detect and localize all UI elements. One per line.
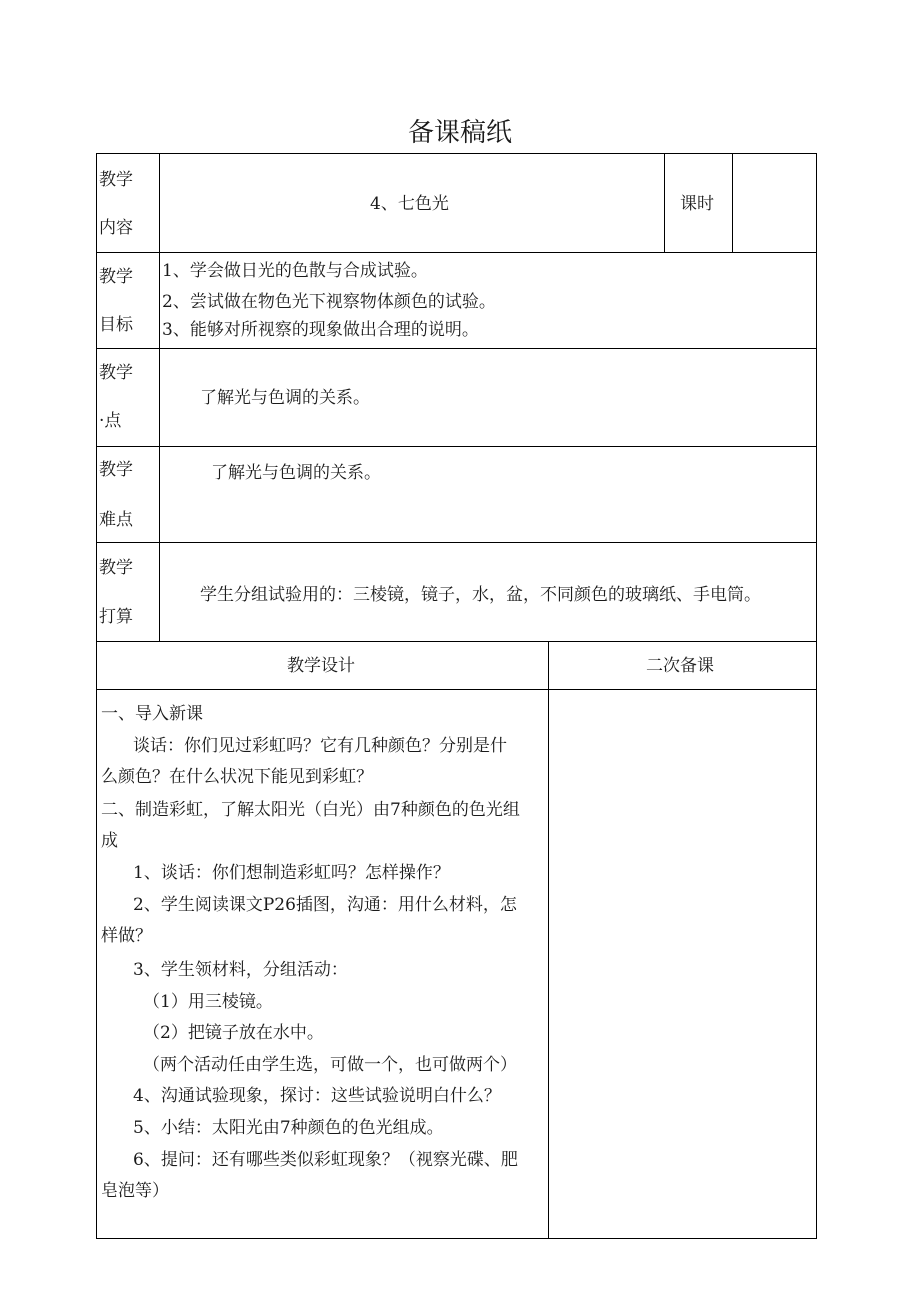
design-line: 成 <box>101 831 118 851</box>
design-line: （1）用三棱镜。 <box>143 992 273 1012</box>
label-column-divider <box>159 153 160 642</box>
table-border-top <box>96 153 817 154</box>
table-border-right <box>816 153 817 1239</box>
objective-item: 1、学会做日光的色散与合成试验。 <box>162 261 428 281</box>
content-label-line1: 教学 <box>99 170 133 190</box>
row-divider <box>96 542 817 543</box>
design-line: 5、小结：太阳光由7种颜色的色光组成。 <box>133 1118 444 1138</box>
period-label: 课时 <box>680 194 714 214</box>
row-divider <box>96 689 817 690</box>
design-line: 3、学生领材料，分组活动： <box>133 960 348 980</box>
design-line: 4、沟通试验现象，探讨：这些试验说明白什么？ <box>133 1086 501 1106</box>
page-title: 备课稿纸 <box>407 118 512 148</box>
table-border-left <box>96 153 97 1239</box>
design-header-right: 二次备课 <box>646 656 714 676</box>
design-line: 2、学生阅读课文P26插图，沟通：用什么材料，怎 <box>133 895 517 915</box>
difficulties-label-line1: 教学 <box>99 460 133 480</box>
design-header-left: 教学设计 <box>287 656 355 676</box>
design-line: 样做？ <box>101 926 152 946</box>
design-line: 二、制造彩虹，了解太阳光（白光）由7种颜色的色光组 <box>101 800 520 820</box>
row-divider <box>96 252 817 253</box>
period-value-divider <box>732 153 733 253</box>
table-border-bottom <box>96 1238 817 1239</box>
row-divider <box>96 446 817 447</box>
preparation-label-line1: 教学 <box>99 558 133 578</box>
design-line: （两个活动任由学生选，可做一个，也可做两个） <box>143 1055 517 1075</box>
period-label-divider <box>664 153 665 253</box>
design-line: 6、提问：还有哪些类似彩虹现象？（视察光碟、肥 <box>133 1150 518 1170</box>
objective-item: 3、能够对所视察的现象做出合理的说明。 <box>162 320 479 340</box>
design-line: 1、谈话：你们想制造彩虹吗？怎样操作？ <box>133 863 450 883</box>
row-divider <box>96 641 817 642</box>
key-points-text: 了解光与色调的关系。 <box>200 388 370 408</box>
preparation-text: 学生分组试验用的：三棱镜，镜子，水，盆，不同颜色的玻璃纸、手电筒。 <box>200 585 761 605</box>
objective-item: 2、尝试做在物色光下视察物体颜色的试验。 <box>162 292 496 312</box>
difficulties-label-line2: 难点 <box>99 510 133 530</box>
content-label-line2: 内容 <box>99 218 133 238</box>
preparation-label-line2: 打算 <box>99 607 133 627</box>
objectives-label-line1: 教学 <box>99 267 133 287</box>
design-line: 谈话：你们见过彩虹吗？它有几种颜色？分别是什 <box>133 736 507 756</box>
row-divider <box>96 348 817 349</box>
design-line: 一、导入新课 <box>101 704 203 724</box>
difficulties-text: 了解光与色调的关系。 <box>211 463 381 483</box>
design-column-divider <box>548 641 549 1239</box>
lesson-title: 4、七色光 <box>370 194 449 214</box>
objectives-label-line2: 目标 <box>99 315 133 335</box>
design-line: 么颜色？在什么状况下能见到彩虹？ <box>101 767 373 787</box>
design-line: （2）把镜子放在水中。 <box>143 1023 324 1043</box>
design-line: 皂泡等） <box>101 1181 169 1201</box>
key-points-label-line2: ·点 <box>99 411 122 431</box>
key-points-label-line1: 教学 <box>99 363 133 383</box>
